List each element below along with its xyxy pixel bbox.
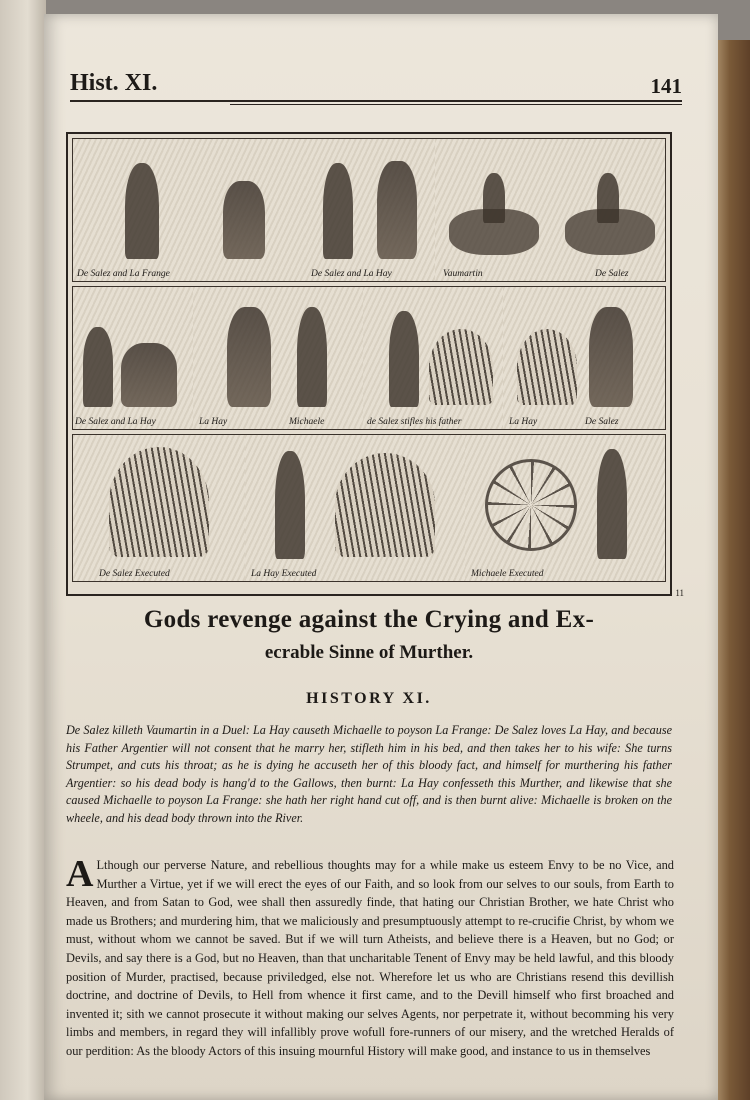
- drop-cap: A: [66, 853, 94, 895]
- plate-caption: Vaumartin: [443, 269, 483, 279]
- figure-woman-seated: [223, 181, 265, 259]
- scene-michaele-executed: [465, 435, 665, 581]
- header-rule-thin: [230, 104, 682, 105]
- scene-hay-michaele: [193, 287, 364, 429]
- plate-row-1: [72, 138, 666, 282]
- scene-salez-frange: [73, 139, 306, 281]
- plate-caption: La Hay: [509, 417, 538, 427]
- figure-la-hay: [227, 307, 271, 407]
- plate-row-2: [72, 286, 666, 430]
- bed-curtains: [429, 329, 493, 405]
- scene-hay-executed: [245, 435, 466, 581]
- plate-caption: Michaele Executed: [471, 569, 544, 579]
- figure-man: [125, 163, 159, 259]
- facing-page-edge: [0, 0, 46, 1100]
- plate-number: 11: [675, 588, 684, 598]
- bed-curtains: [517, 329, 577, 405]
- figure-michaele: [297, 307, 327, 407]
- running-head: [70, 70, 682, 110]
- engraved-plate: [66, 132, 684, 598]
- scene-salez-hay: [305, 139, 436, 281]
- history-label: Hist. XI.: [70, 70, 158, 96]
- plate-caption: de Salez stifles his father: [367, 417, 462, 427]
- title-line-2: ecrable Sinne of Murther.: [264, 642, 474, 663]
- book-page: [44, 14, 718, 1100]
- figure-woman: [377, 161, 417, 259]
- plate-caption: La Hay Executed: [251, 569, 317, 579]
- plate-caption: De Salez and La Hay: [75, 417, 156, 427]
- breaking-wheel: [485, 459, 577, 551]
- history-heading: HISTORY XI.: [306, 690, 432, 707]
- figure-man: [323, 163, 353, 259]
- plate-caption: Michaele: [289, 417, 325, 427]
- figure-executioner: [597, 449, 627, 559]
- title-line-1: Gods revenge against the Crying and Ex-: [143, 606, 595, 633]
- plate-caption: De Salez: [595, 269, 629, 279]
- figure-de-salez: [389, 311, 419, 407]
- figure-la-hay: [589, 307, 633, 407]
- scene-salez-executed: [73, 435, 246, 581]
- plate-caption: De Salez: [585, 417, 619, 427]
- rider-salez: [597, 173, 619, 223]
- body-text: Lthough our perverse Nature, and rebellious thoughts may for a while make us esteem Envy to be no Vice, and Murther a Virtue, yet if we will erect the eyes of our Faith, and so look from our selves to our souls, from Earth to Heaven, and from Satan to God, wee shall then assuredly finde, that hating our Christian Brother, we hate Christ who made us Brothers; and murdering him, that we maliciously and presumptuously attempt to re-crucifie Christ, by whom we must, without whom we cannot be saved. But if we will turn Atheists, and believe there is a Heaven, but no God; or Devils, and say there is a God, but no Heaven, than that uncharitable Tenent of Envy may be held lawful, and this bloody position of Murder, practised, because priviledged, else not. Wherefore let us who are Christians resend this devillish doctrine, and doctrine of Devils, to Hell from whence it first came, and to the Devill himself who first broached and invented it; sith we cannot prosecute it without making our selves Agents, nor perpetrate it, without becomming his very limbs and members, in regard they will infallibly prove wofull fore-runners of our misery, and the wretched Heralds of our perdition: As the bloody Actors of this insuing mournful History will make good, and instance to us in themselves: [66, 858, 674, 1058]
- scene-duel: [435, 139, 665, 281]
- pyre-fire: [335, 453, 435, 557]
- chapter-argument: De Salez killeth Vaumartin in a Duel: La Hay causeth Michaelle to poyson La Frange: De Salez loves La Hay, and because his Father Argentier will not consent that he marry her, stifleth him in his bed, and then takes her to his wife: She turns Strumpet, and cuts his throat; as he is dying he accuseth her of this bloody fact, and himself for murthering his father Argentier: so his dead body is hang'd to the Gallows, then burnt: La Hay confesseth this Murther, and likewise that she caused Michaelle to poyson La Frange: she hath her right hand cut off, and is then burnt alive: Michaelle is broken on the wheele, and his dead body thrown into the River.: [66, 723, 672, 825]
- scene-salez-hay-bed: [73, 287, 194, 429]
- gallows-fire: [109, 447, 209, 557]
- scene-stifling: [363, 287, 504, 429]
- book-binding-edge: [716, 40, 750, 1100]
- plate-caption: De Salez and La Hay: [311, 269, 392, 279]
- scene-throat-cut: [503, 287, 665, 429]
- plate-caption: La Hay: [199, 417, 228, 427]
- plate-caption: De Salez Executed: [99, 569, 170, 579]
- figure-woman: [121, 343, 177, 407]
- plate-row-3: [72, 434, 666, 582]
- plate-caption: De Salez and La Frange: [77, 269, 170, 279]
- body-paragraph: [66, 853, 674, 1061]
- figure-executioner: [275, 451, 305, 559]
- figure-man: [83, 327, 113, 407]
- header-rule: [70, 100, 682, 102]
- rider-vaumartin: [483, 173, 505, 223]
- chapter-title: [64, 606, 674, 664]
- page-number: 141: [650, 74, 682, 98]
